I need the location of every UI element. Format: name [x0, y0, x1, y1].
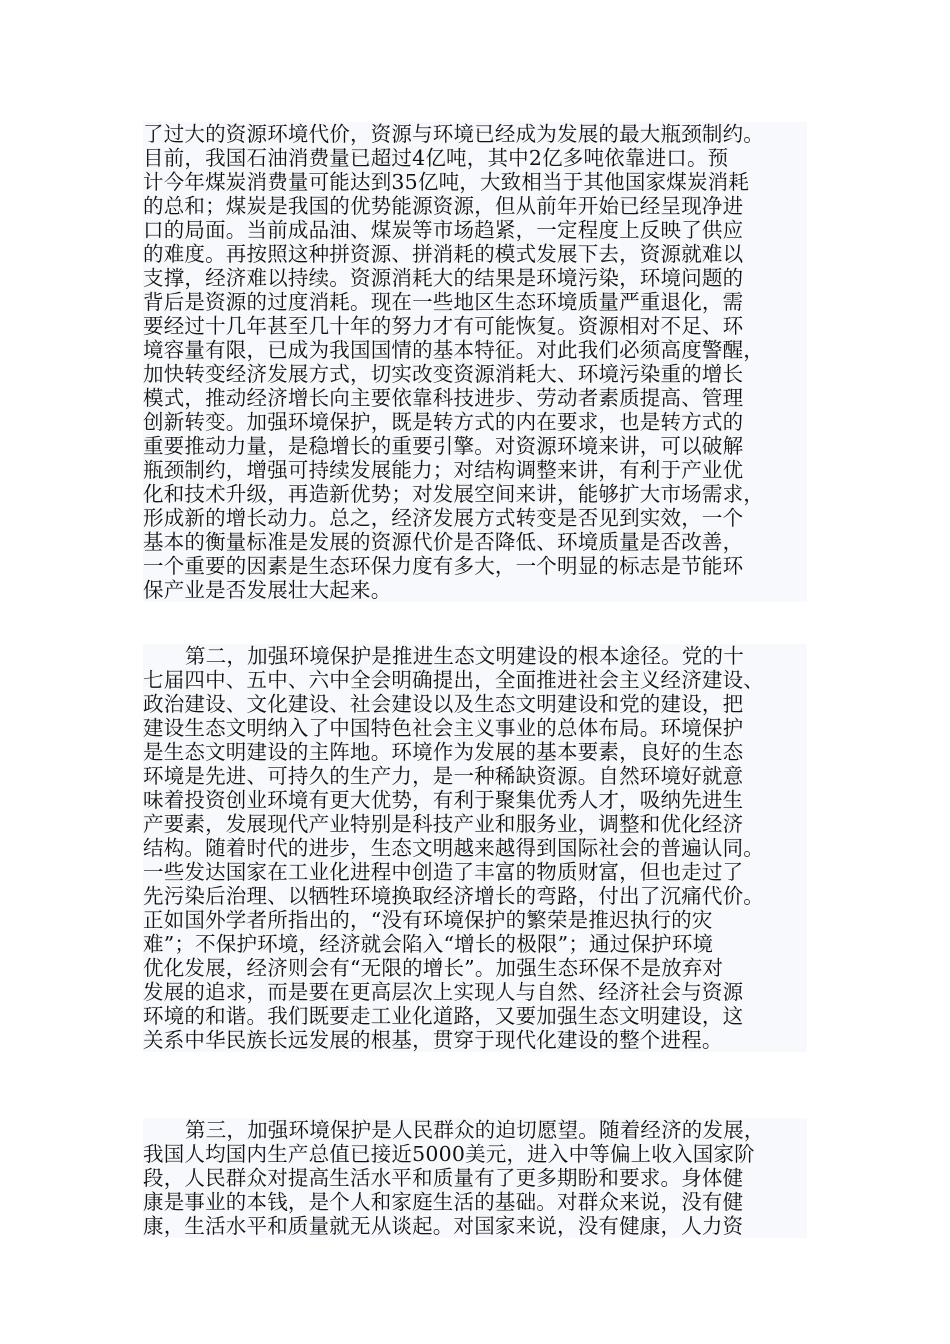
text-line: 发展的追求，而是要在更高层次上实现人与自然、经济社会与资源 — [143, 980, 744, 1004]
text-line: 第二，加强环境保护是推进生态文明建设的根本途径。党的十 — [185, 644, 744, 668]
text-line: 难”；不保护环境，经济就会陷入“增长的极限”；通过保护环境 — [143, 932, 714, 956]
text-line: 第三，加强环境保护是人民群众的迫切愿望。随着经济的发展， — [185, 1118, 765, 1142]
text-line: 加快转变经济发展方式，切实改变资源消耗大、环境污染重的增长 — [143, 362, 744, 386]
paragraph-ecological-civilization — [143, 644, 807, 1052]
text-line: 段，人民群众对提高生活水平和质量有了更多期盼和要求。身体健 — [143, 1166, 744, 1190]
text-line: 支撑，经济难以持续。资源消耗大的结果是环境污染，环境问题的 — [143, 266, 744, 290]
text-line: 正如国外学者所指出的，“没有环境保护的繁荣是推迟执行的灾 — [143, 908, 713, 932]
text-line: 计今年煤炭消费量可能达到35亿吨，大致相当于其他国家煤炭消耗 — [143, 170, 750, 194]
text-line: 我国人均国内生产总值已接近5000美元，进入中等偏上收入国家阶 — [143, 1142, 755, 1166]
text-line: 化和技术升级，再造新优势；对发展空间来讲，能够扩大市场需求， — [143, 482, 764, 506]
text-line: 环境是先进、可持久的生产力，是一种稀缺资源。自然环境好就意 — [143, 764, 744, 788]
text-line: 政治建设、文化建设、社会建设以及生态文明建设和党的建设，把 — [143, 692, 744, 716]
text-line: 形成新的增长动力。总之，经济发展方式转变是否见到实效，一个 — [143, 506, 744, 530]
text-line: 模式，推动经济增长向主要依靠科技进步、劳动者素质提高、管理 — [143, 386, 744, 410]
paragraph-public-aspiration — [143, 1118, 807, 1238]
text-line: 产要素，发展现代产业特别是科技产业和服务业，调整和优化经济 — [143, 812, 744, 836]
text-line: 七届四中、五中、六中全会明确提出，全面推进社会主义经济建设、 — [143, 668, 764, 692]
text-line: 口的局面。当前成品油、煤炭等市场趋紧，一定程度上反映了供应 — [143, 218, 744, 242]
text-line: 要经过十几年甚至几十年的努力才有可能恢复。资源相对不足、环 — [143, 314, 744, 338]
text-line: 一个重要的因素是生态环保力度有多大，一个明显的标志是节能环 — [143, 554, 744, 578]
text-line: 目前，我国石油消费量已超过4亿吨，其中2亿多吨依靠进口。预 — [143, 146, 729, 170]
text-line: 康是事业的本钱，是个人和家庭生活的基础。对群众来说，没有健 — [143, 1190, 744, 1214]
text-line: 优化发展，经济则会有“无限的增长”。加强生态环保不是放弃对 — [143, 956, 724, 980]
text-line: 建设生态文明纳入了中国特色社会主义事业的总体布局。环境保护 — [143, 716, 744, 740]
text-line: 先污染后治理、以牺牲环境换取经济增长的弯路，付出了沉痛代价。 — [143, 884, 764, 908]
text-line: 创新转变。加强环境保护，既是转方式的内在要求，也是转方式的 — [143, 410, 744, 434]
text-line: 的难度。再按照这种拼资源、拼消耗的模式发展下去，资源就难以 — [143, 242, 744, 266]
text-line: 味着投资创业环境有更大优势，有利于聚集优秀人才，吸纳先进生 — [143, 788, 744, 812]
text-line: 一些发达国家在工业化进程中创造了丰富的物质财富，但也走过了 — [143, 860, 744, 884]
text-line: 基本的衡量标准是发展的资源代价是否降低、环境质量是否改善， — [143, 530, 744, 554]
paragraph-resource-constraints — [143, 122, 807, 602]
text-line: 保产业是否发展壮大起来。 — [143, 578, 392, 602]
text-line: 结构。随着时代的进步，生态文明越来越得到国际社会的普遍认同。 — [143, 836, 764, 860]
text-line: 了过大的资源环境代价，资源与环境已经成为发展的最大瓶颈制约。 — [143, 122, 764, 146]
text-line: 环境的和谐。我们既要走工业化道路，又要加强生态文明建设，这 — [143, 1004, 744, 1028]
text-line: 关系中华民族长远发展的根基，贯穿于现代化建设的整个进程。 — [143, 1028, 723, 1052]
text-line: 康，生活水平和质量就无从谈起。对国家来说，没有健康，人力资 — [143, 1214, 744, 1238]
text-line: 重要推动力量，是稳增长的重要引擎。对资源环境来讲，可以破解 — [143, 434, 744, 458]
text-line: 瓶颈制约，增强可持续发展能力；对结构调整来讲，有利于产业优 — [143, 458, 744, 482]
text-line: 背后是资源的过度消耗。现在一些地区生态环境质量严重退化，需 — [143, 290, 744, 314]
text-line: 的总和；煤炭是我国的优势能源资源，但从前年开始已经呈现净进 — [143, 194, 744, 218]
text-line: 境容量有限，已成为我国国情的基本特征。对此我们必须高度警醒， — [143, 338, 764, 362]
text-line: 是生态文明建设的主阵地。环境作为发展的基本要素，良好的生态 — [143, 740, 744, 764]
